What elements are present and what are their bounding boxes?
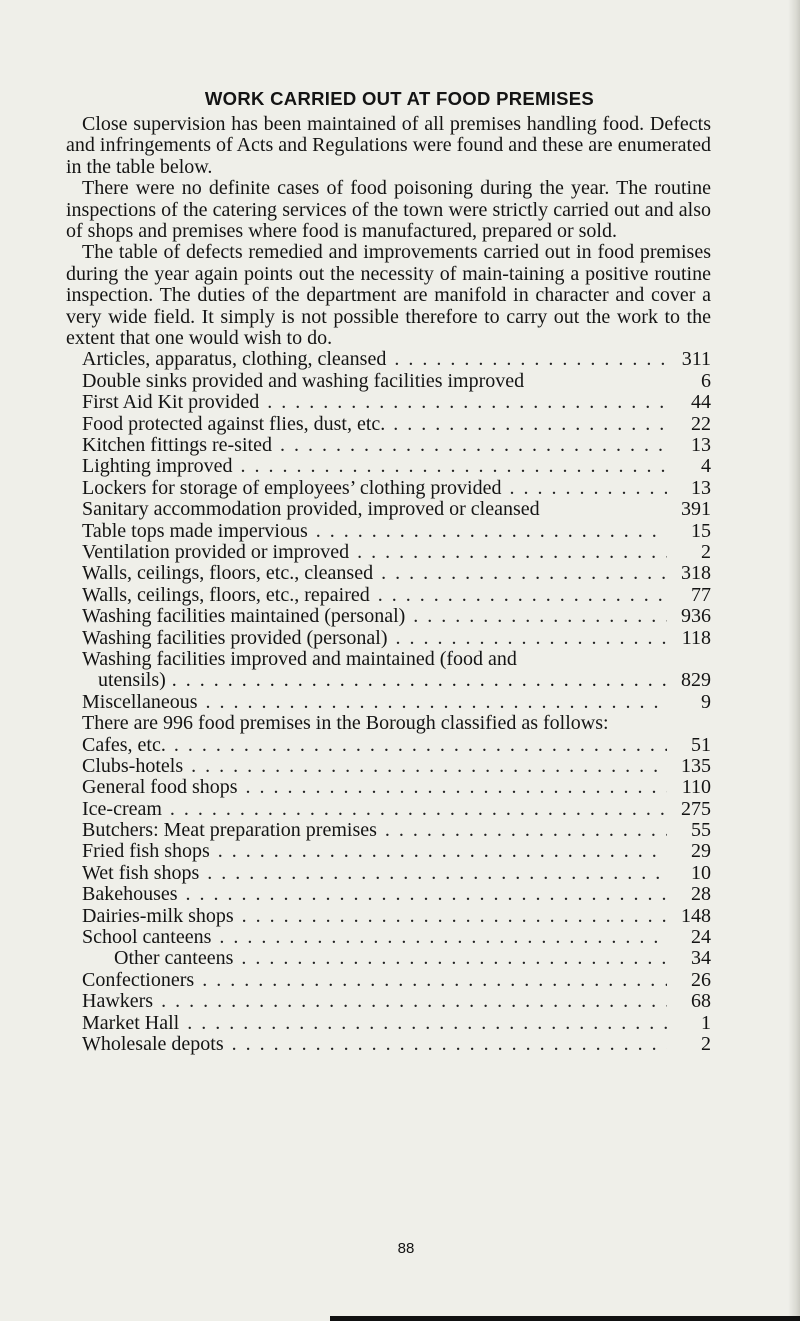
premises-row: Cafes, etc. . . . 51 bbox=[66, 735, 711, 756]
page-edge-shadow bbox=[788, 0, 800, 1321]
premises-list bbox=[66, 735, 711, 1056]
defect-row: First Aid Kit provided . . . 44 bbox=[66, 392, 711, 413]
page-number: 88 bbox=[397, 1240, 415, 1257]
defect-row-washing-food: Washing facilities improved and maintained (food and utensils) . . . 829 bbox=[66, 649, 711, 692]
defect-row: Articles, apparatus, clothing, cleansed . . . 311 bbox=[66, 349, 711, 370]
paragraph-3: The table of defects remedied and improvements carried out in food premises during the year again points out the necessity of main-taining a positive routine inspection. The duties of the department are manifold in character and cover a very wide field. It simply is not possible therefore to carry out the work to the extent that one would wish to do. bbox=[66, 241, 711, 350]
defect-row: Washing facilities provided (personal) . . . 118 bbox=[66, 628, 711, 649]
defect-row: Table tops made impervious . . . 15 bbox=[66, 521, 711, 542]
defect-row: Lockers for storage of employees’ clothing provided . . . 13 bbox=[66, 478, 711, 499]
premises-row: School canteens . . . 24 bbox=[66, 927, 711, 948]
defect-row: Ventilation provided or improved . . . 2 bbox=[66, 542, 711, 563]
premises-row: Market Hall . . . 1 bbox=[66, 1013, 711, 1034]
premises-row: Other canteens . . . 34 bbox=[66, 948, 711, 969]
defect-row: Kitchen fittings re-sited . . . 13 bbox=[66, 435, 711, 456]
premises-row: Wholesale depots . . . 2 bbox=[66, 1034, 711, 1055]
premises-row: Wet fish shops . . . 10 bbox=[66, 863, 711, 884]
paragraph-2: There were no definite cases of food poisoning during the year. The routine inspections of the catering services of the town were strictly carried out and also of shops and premises where food is manufactured, prepared or sold. bbox=[66, 177, 711, 243]
premises-row: Bakehouses . . . 28 bbox=[66, 884, 711, 905]
premises-row: Clubs-hotels . . . 135 bbox=[66, 756, 711, 777]
premises-row: General food shops . . . 110 bbox=[66, 777, 711, 798]
defects-list bbox=[66, 349, 711, 648]
defect-row: Walls, ceilings, floors, etc., cleansed . . . 318 bbox=[66, 563, 711, 584]
defect-row: Double sinks provided and washing facilities improved 6 bbox=[82, 370, 711, 392]
defect-row: Washing facilities maintained (personal) . . . 936 bbox=[66, 606, 711, 627]
defect-row: Walls, ceilings, floors, etc., repaired . . . 77 bbox=[66, 585, 711, 606]
paragraph-1: Close supervision has been maintained of all premises handling food. Defects and infringements of Acts and Regulations were found and these are enumerated in the table below. bbox=[66, 113, 711, 178]
premises-row: Confectioners . . . 26 bbox=[66, 970, 711, 991]
premises-row: Butchers: Meat preparation premises . . . 55 bbox=[66, 820, 711, 841]
page-title: WORK CARRIED OUT AT FOOD PREMISES bbox=[204, 88, 595, 109]
premises-row: Ice-cream . . . 275 bbox=[66, 799, 711, 820]
defect-row: Food protected against flies, dust, etc. . . . 22 bbox=[66, 414, 711, 435]
defect-row: Lighting improved . . . 4 bbox=[66, 456, 711, 477]
binding-edge bbox=[330, 1316, 800, 1321]
document-page bbox=[66, 88, 711, 1055]
premises-row: Hawkers . . . 68 bbox=[66, 991, 711, 1012]
defect-row-miscellaneous: Miscellaneous . . . 9 bbox=[66, 692, 711, 713]
premises-summary: There are 996 food premises in the Borough classified as follows: bbox=[82, 712, 609, 735]
defect-row: Sanitary accommodation provided, improved or cleansed 391 bbox=[82, 499, 711, 521]
premises-row: Dairies-milk shops . . . 148 bbox=[66, 906, 711, 927]
premises-row: Fried fish shops . . . 29 bbox=[66, 841, 711, 862]
